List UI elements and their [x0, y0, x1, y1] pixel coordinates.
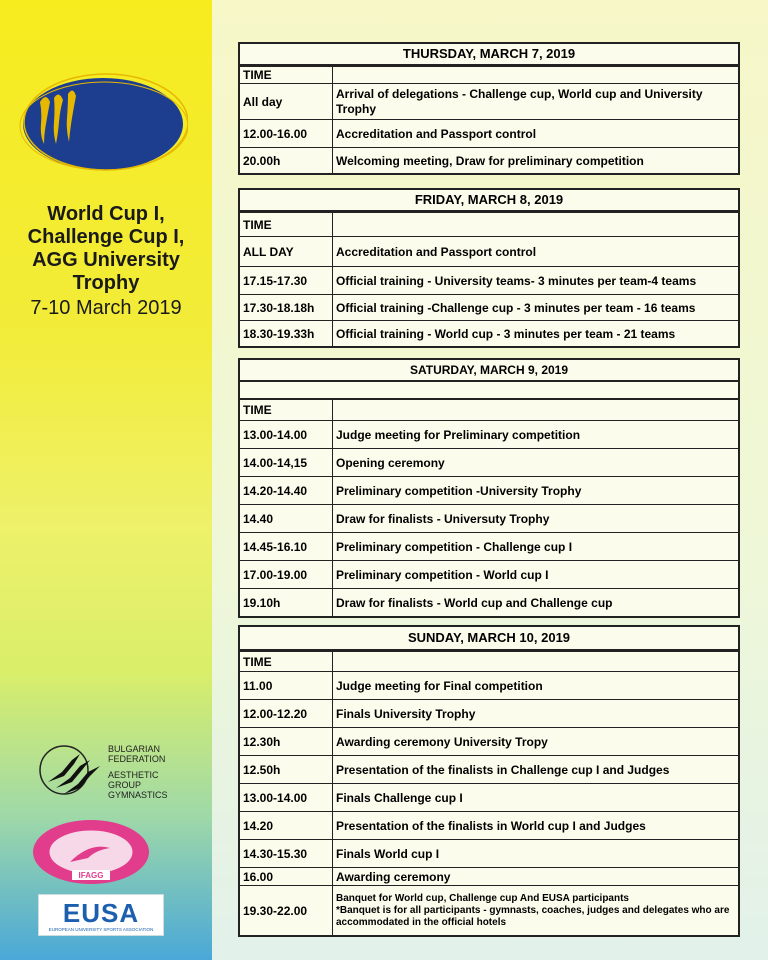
table-row: [240, 839, 738, 867]
table-row: [240, 119, 738, 147]
event-cell: Judge meeting for Preliminary competition: [336, 427, 581, 442]
time-cell: 12.00-12.20: [240, 700, 333, 727]
event-cell: Draw for finalists - World cup and Challenge cup: [336, 595, 613, 610]
event-logo: [18, 72, 188, 176]
bfagg-text: [108, 744, 168, 800]
time-cell: 18.30-19.33h: [240, 321, 333, 346]
table-row: [240, 755, 738, 783]
time-cell: 17.30-18.18h: [240, 295, 333, 320]
spacer-row: [240, 382, 738, 400]
time-cell: 13.00-14.00: [240, 421, 333, 448]
event-cell: Finals Challenge cup I: [336, 790, 463, 805]
table-row: [240, 671, 738, 699]
event-cell: Finals University Trophy: [336, 706, 476, 721]
time-cell: 20.00h: [240, 148, 333, 173]
day-heading: SUNDAY, MARCH 10, 2019: [240, 627, 738, 651]
time-cell: 17.00-19.00: [240, 561, 333, 588]
day-heading: FRIDAY, MARCH 8, 2019: [240, 190, 738, 212]
table-row: [240, 66, 738, 83]
time-cell: TIME: [240, 652, 333, 671]
time-cell: TIME: [240, 67, 333, 83]
event-cell: Preliminary competition -University Trophy: [336, 483, 582, 498]
event-dates: 7-10 March 2019: [30, 297, 182, 319]
event-cell: [333, 652, 738, 671]
event-cell: [333, 400, 738, 420]
time-cell: 14.45-16.10: [240, 533, 333, 560]
gymnasts-icon: [38, 742, 106, 800]
event-cell: Banquet for World cup, Challenge cup And EUSA participants *Banquet is for all participants - gymnasts, coaches, judges and delegates who are accommodated in the official hotels: [336, 892, 730, 928]
table-row: [240, 212, 738, 236]
table-row: [240, 448, 738, 476]
table-row: [240, 320, 738, 346]
day-heading: SATURDAY, MARCH 9, 2019: [240, 360, 738, 382]
table-row: [240, 727, 738, 755]
time-cell: 12.50h: [240, 756, 333, 783]
table-row: [240, 504, 738, 532]
left-panel: [0, 0, 212, 960]
bfagg-line: FEDERATION: [108, 754, 166, 764]
table-row: [240, 885, 738, 935]
table-row: [240, 476, 738, 504]
schedule-sunday: [238, 625, 740, 937]
time-cell: ALL DAY: [240, 237, 333, 266]
event-cell: Awarding ceremony University Tropy: [336, 734, 548, 749]
time-cell: All day: [240, 84, 333, 119]
table-row: [240, 783, 738, 811]
ifagg-short: IFAGG: [78, 871, 104, 880]
time-cell: 19.30-22.00: [240, 886, 333, 935]
event-cell: [333, 67, 738, 83]
event-cell: Arrival of delegations - Challenge cup, World cup and University Trophy: [336, 86, 703, 116]
time-cell: 13.00-14.00: [240, 784, 333, 811]
table-row: [240, 147, 738, 173]
event-cell: [333, 213, 738, 236]
bfagg-line: GROUP: [108, 780, 142, 790]
title-line: World Cup I,: [47, 203, 165, 225]
schedule-thursday: [238, 42, 740, 175]
table-row: [240, 236, 738, 266]
time-cell: 14.20-14.40: [240, 477, 333, 504]
table-row: [240, 266, 738, 294]
event-cell: Preliminary competition - Challenge cup I: [336, 539, 573, 554]
event-cell: Presentation of the finalists in World cup I and Judges: [336, 818, 646, 833]
bfagg-line: GYMNASTICS: [108, 790, 168, 800]
table-row: [240, 811, 738, 839]
title-line: Trophy: [72, 272, 140, 294]
bfagg-line: AESTHETIC: [108, 770, 159, 780]
time-cell: 12.30h: [240, 728, 333, 755]
eusa-logo: [38, 894, 164, 936]
time-cell: TIME: [240, 213, 333, 236]
table-row: [240, 867, 738, 885]
event-cell: Draw for finalists - Universuty Trophy: [336, 511, 550, 526]
table-row: [240, 294, 738, 320]
schedule-friday: [238, 188, 740, 348]
table-row: [240, 532, 738, 560]
table-row: [240, 420, 738, 448]
time-cell: 19.10h: [240, 589, 333, 616]
event-cell: Opening ceremony: [336, 455, 445, 470]
time-cell: 14.00-14,15: [240, 449, 333, 476]
event-cell: Official training - University teams- 3 minutes per team-4 teams: [336, 273, 697, 288]
time-cell: 11.00: [240, 672, 333, 699]
time-cell: 14.30-15.30: [240, 840, 333, 867]
event-cell: Accreditation and Passport control: [336, 126, 537, 141]
event-cell: Awarding ceremony: [336, 869, 451, 884]
schedule-saturday: [238, 358, 740, 618]
table-row: [240, 560, 738, 588]
day-heading: THURSDAY, MARCH 7, 2019: [240, 44, 738, 66]
title-line: Challenge Cup I,: [27, 226, 185, 248]
event-cell: Preliminary competition - World cup I: [336, 567, 549, 582]
table-row: [240, 699, 738, 727]
event-cell: Finals World cup I: [336, 846, 440, 861]
eusa-name: EUSA: [62, 898, 140, 928]
event-cell: Accreditation and Passport control: [336, 244, 537, 259]
table-row: [240, 400, 738, 420]
event-title: [0, 203, 212, 321]
time-cell: 14.20: [240, 812, 333, 839]
eusa-sub: EUROPEAN UNIVERSITY SPORTS ASSOCIATION: [48, 927, 154, 932]
time-cell: 16.00: [240, 868, 333, 885]
table-row: [240, 83, 738, 119]
bfagg-line: BULGARIAN: [108, 744, 161, 754]
event-cell: Welcoming meeting, Draw for preliminary competition: [336, 153, 644, 168]
event-cell: Presentation of the finalists in Challenge cup I and Judges: [336, 762, 670, 777]
title-line: AGG University: [32, 249, 180, 271]
bfagg-logo: [38, 742, 178, 802]
time-cell: 17.15-17.30: [240, 267, 333, 294]
time-cell: 14.40: [240, 505, 333, 532]
event-cell: Official training -Challenge cup - 3 minutes per team - 16 teams: [336, 300, 696, 315]
table-row: [240, 588, 738, 616]
time-cell: 12.00-16.00: [240, 120, 333, 147]
event-cell: Official training - World cup - 3 minutes per team - 21 teams: [336, 326, 676, 341]
time-cell: TIME: [240, 400, 333, 420]
table-row: [240, 651, 738, 671]
event-cell: Judge meeting for Final competition: [336, 678, 543, 693]
ifagg-logo: [30, 818, 152, 886]
